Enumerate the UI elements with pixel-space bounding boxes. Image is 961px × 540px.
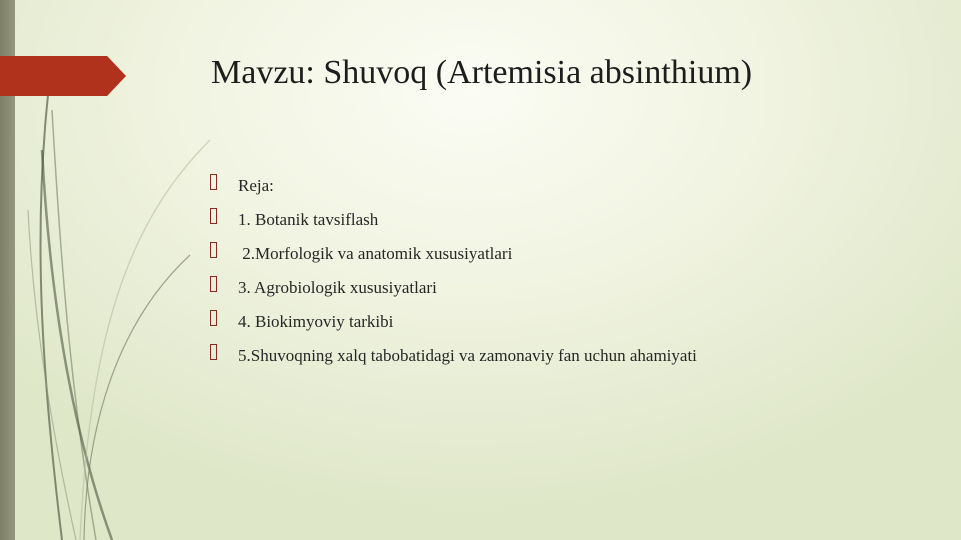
- agenda-item-text: 2.Morfologik va anatomik xususiyatlari: [238, 244, 513, 263]
- agenda-item-text: 5.Shuvoqning xalq tabobatidagi va zamonaviy fan uchun ahamiyati: [238, 346, 697, 365]
- agenda-item-text: 4. Biokimyoviy tarkibi: [238, 312, 394, 331]
- agenda-item: [210, 240, 697, 274]
- slide-title: Mavzu: Shuvoq (Artemisia absinthium): [211, 54, 753, 91]
- agenda-item: [210, 342, 697, 376]
- agenda-item: [210, 274, 697, 308]
- bullet-icon: [210, 242, 217, 258]
- bullet-icon: [210, 310, 217, 326]
- bullet-icon: [210, 174, 217, 190]
- bullet-icon: [210, 276, 217, 292]
- title-arrow-shape: [0, 56, 126, 96]
- agenda-item: [210, 308, 697, 342]
- agenda-item-text: Reja:: [238, 176, 274, 195]
- agenda-item: [210, 206, 697, 240]
- agenda-item-text: 1. Botanik tavsiflash: [238, 210, 379, 229]
- bullet-icon: [210, 344, 217, 360]
- agenda-list: [210, 172, 697, 376]
- bullet-icon: [210, 208, 217, 224]
- agenda-item: [210, 172, 697, 206]
- agenda-item-text: 3. Agrobiologik xususiyatlari: [238, 278, 437, 297]
